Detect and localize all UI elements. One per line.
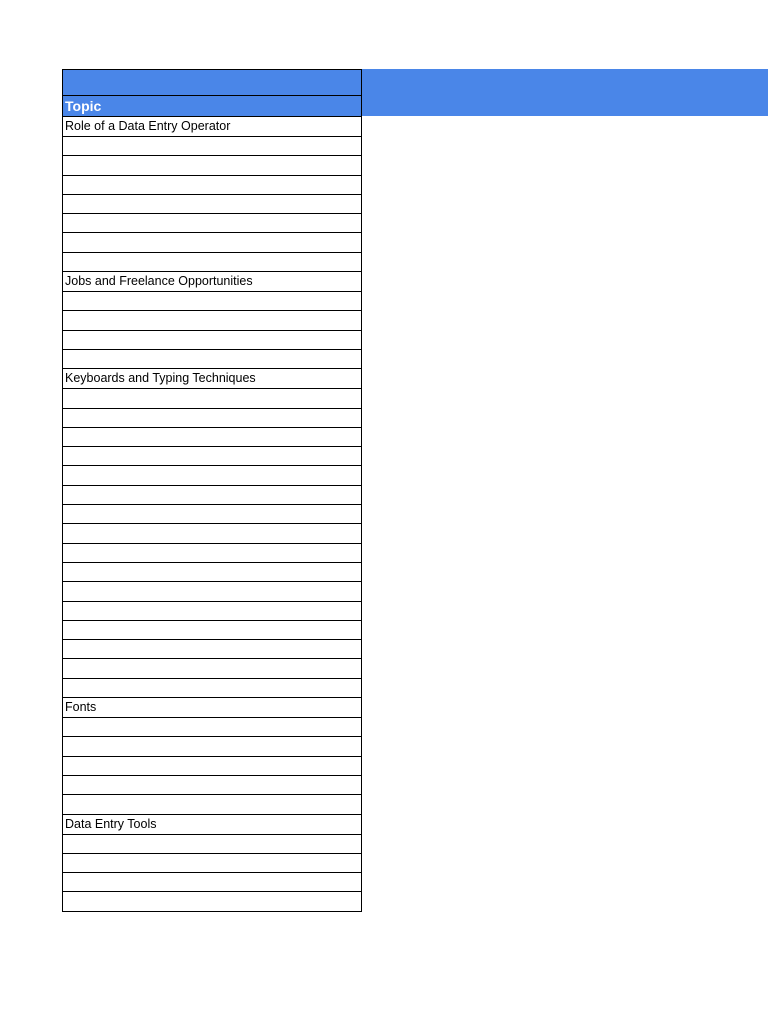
table-row [63,137,362,156]
table-row [63,601,362,620]
topic-cell [63,718,362,737]
topic-cell [63,659,362,678]
table-row [63,524,362,543]
table-row [63,737,362,756]
table-row [63,678,362,697]
topic-cell [63,330,362,349]
topic-cell [63,678,362,697]
table-row [63,252,362,271]
table-row [63,814,362,834]
topic-cell [63,873,362,892]
topic-cell [63,505,362,524]
topic-cell [63,311,362,330]
topic-cell [63,795,362,814]
topic-table-body [63,70,362,912]
table-row [63,466,362,485]
table-row [63,543,362,562]
table-row [63,272,362,292]
topic-cell [63,408,362,427]
table-column-header-row [63,96,362,117]
table-row [63,718,362,737]
topic-cell [63,892,362,911]
table-row [63,447,362,466]
header-band [362,69,768,116]
table-row [63,292,362,311]
topic-cell [63,485,362,504]
table-row [63,117,362,137]
table-row [63,389,362,408]
column-header-topic: Topic [63,96,362,117]
topic-cell [63,194,362,213]
table-row [63,620,362,639]
topic-cell [63,737,362,756]
topic-cell [63,543,362,562]
topic-cell [63,466,362,485]
table-row [63,775,362,794]
table-row [63,505,362,524]
table-row [63,698,362,718]
table-row [63,427,362,446]
table-row [63,485,362,504]
table-row [63,311,362,330]
topic-cell: Keyboards and Typing Techniques [63,369,362,389]
table-row [63,156,362,175]
topic-cell [63,233,362,252]
topic-cell [63,620,362,639]
topic-cell [63,756,362,775]
table-row [63,330,362,349]
topic-cell [63,292,362,311]
topic-cell: Data Entry Tools [63,814,362,834]
table-row [63,562,362,581]
topic-cell [63,834,362,853]
topic-cell [63,389,362,408]
table-blank-header-row [63,70,362,96]
table-row [63,892,362,911]
topic-cell [63,853,362,872]
topic-cell [63,775,362,794]
topic-cell [63,640,362,659]
table-row [63,175,362,194]
topic-cell: Jobs and Freelance Opportunities [63,272,362,292]
table-row [63,349,362,368]
table-row [63,873,362,892]
topic-cell [63,252,362,271]
topic-table [62,69,362,912]
topic-cell [63,582,362,601]
table-row [63,194,362,213]
table-row [63,582,362,601]
table-row [63,756,362,775]
blank-header-cell [63,70,362,96]
topic-cell [63,524,362,543]
table-row [63,233,362,252]
topic-cell [63,562,362,581]
topic-cell [63,175,362,194]
topic-cell [63,156,362,175]
topic-cell [63,349,362,368]
topic-cell: Fonts [63,698,362,718]
topic-cell [63,427,362,446]
table-row [63,369,362,389]
topic-cell: Role of a Data Entry Operator [63,117,362,137]
table-row [63,659,362,678]
table-row [63,408,362,427]
table-row [63,214,362,233]
table-row [63,640,362,659]
table-row [63,853,362,872]
topic-cell [63,447,362,466]
topic-cell [63,137,362,156]
table-row [63,795,362,814]
topic-cell [63,601,362,620]
table-row [63,834,362,853]
topic-cell [63,214,362,233]
